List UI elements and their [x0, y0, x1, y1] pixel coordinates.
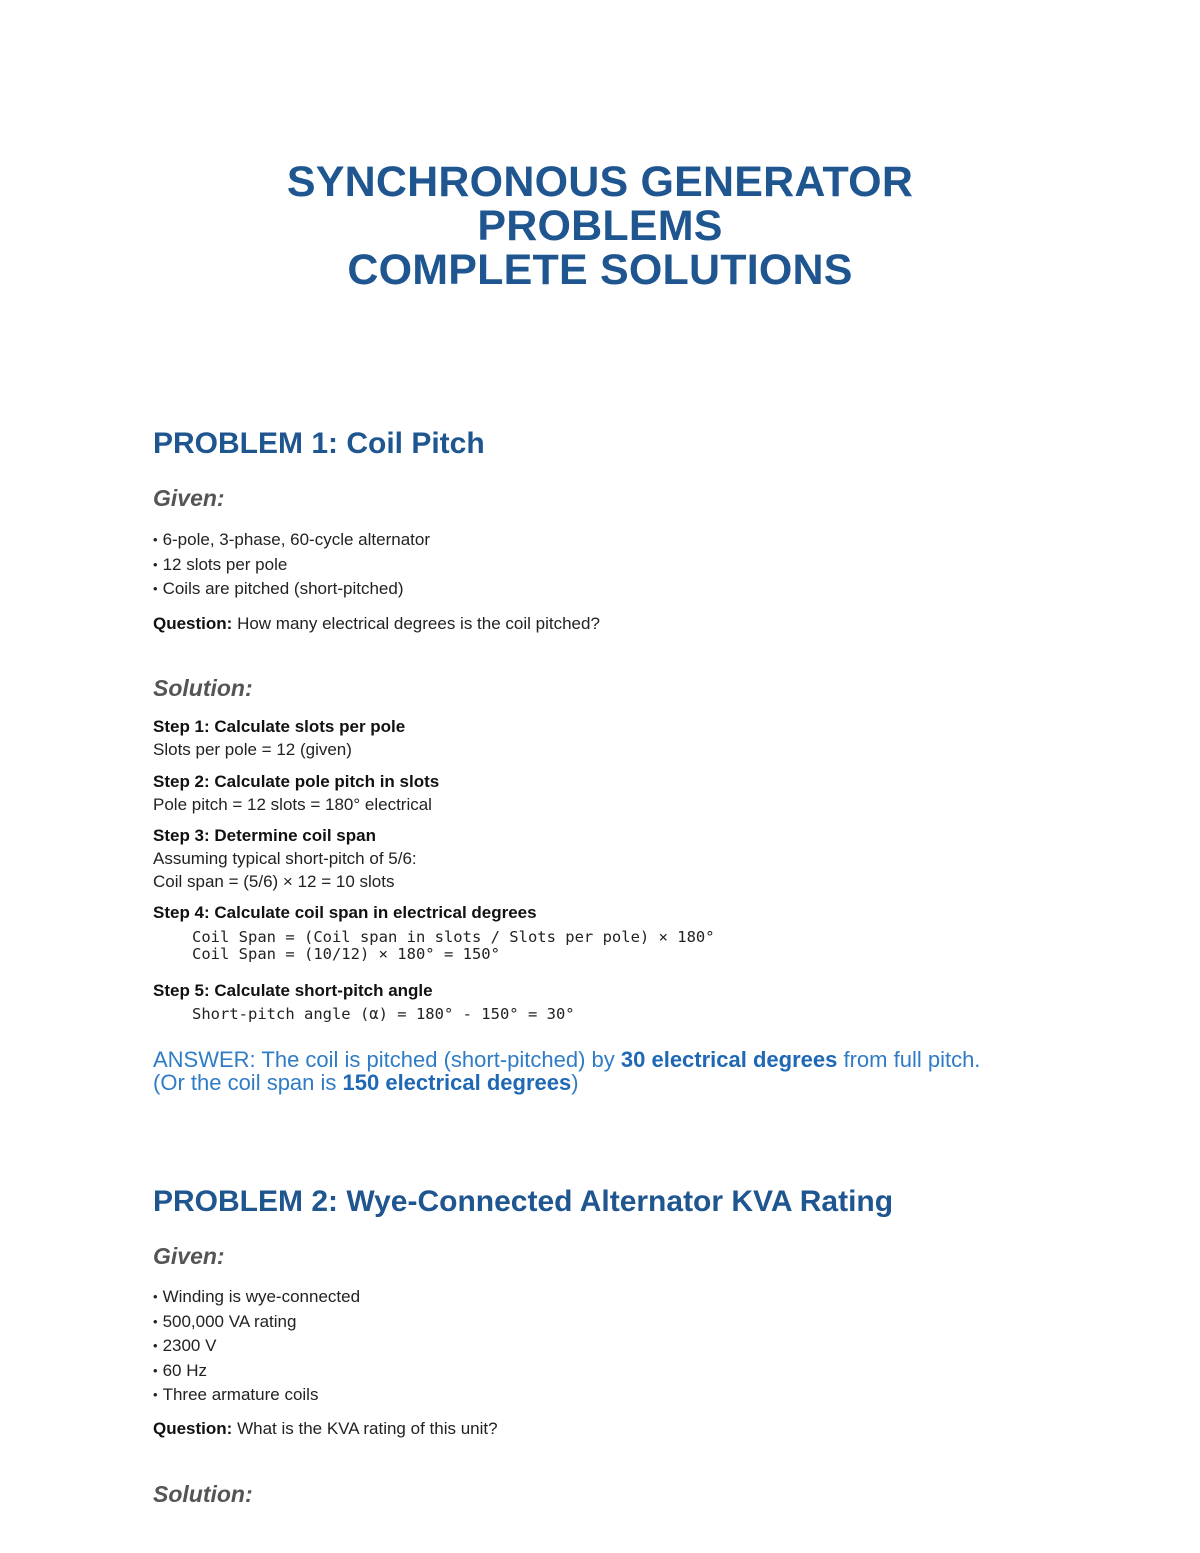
answer-line-2-suffix: ) — [571, 1070, 579, 1095]
document-title — [0, 160, 1200, 292]
step-1-title: Step 1: Calculate slots per pole — [153, 717, 406, 736]
given-item: • Three armature coils — [153, 1383, 360, 1408]
given-item: • 12 slots per pole — [153, 553, 430, 578]
step-4-formula-2: Coil Span = (10/12) × 180° = 150° — [192, 945, 500, 963]
title-line-1: SYNCHRONOUS GENERATOR — [286, 158, 914, 206]
given-item: • Winding is wye-connected — [153, 1285, 360, 1310]
question-text: What is the KVA rating of this unit? — [232, 1419, 498, 1438]
step-5-formula: Short-pitch angle (α) = 180° - 150° = 30° — [192, 1005, 575, 1023]
step-4-title: Step 4: Calculate coil span in electrical degrees — [153, 903, 537, 922]
answer-highlight-1: 30 electrical degrees — [620, 1047, 838, 1072]
given-item: • 60 Hz — [153, 1359, 360, 1384]
problem-1-heading: PROBLEM 1: Coil Pitch — [153, 427, 485, 460]
answer-line-2 — [153, 1071, 980, 1094]
problem-2-given-list — [153, 1285, 360, 1408]
step-3-text-1: Assuming typical short-pitch of 5/6: — [153, 849, 417, 868]
problem-1-answer — [153, 1048, 980, 1094]
problem-1-given-label: Given: — [153, 485, 225, 511]
problem-2-solution-label: Solution: — [153, 1481, 253, 1507]
step-5-title: Step 5: Calculate short-pitch angle — [153, 981, 433, 1000]
step-3-text-2: Coil span = (5/6) × 12 = 10 slots — [153, 872, 395, 891]
step-2-title: Step 2: Calculate pole pitch in slots — [153, 772, 440, 791]
step-1-text: Slots per pole = 12 (given) — [153, 740, 352, 759]
answer-prefix: ANSWER: The coil is pitched (short-pitched) by — [153, 1047, 621, 1072]
given-item: • 2300 V — [153, 1334, 360, 1359]
answer-line-2-prefix: (Or the coil span is — [153, 1070, 343, 1095]
step-3-title: Step 3: Determine coil span — [153, 826, 376, 845]
problem-2-given-label: Given: — [153, 1243, 225, 1269]
answer-highlight-2: 150 electrical degrees — [342, 1070, 572, 1095]
step-4-formula-1: Coil Span = (Coil span in slots / Slots per pole) × 180° — [192, 928, 715, 946]
answer-suffix: from full pitch. — [837, 1047, 981, 1072]
problem-2-heading: PROBLEM 2: Wye-Connected Alternator KVA Rating — [153, 1185, 894, 1218]
given-item: • Coils are pitched (short-pitched) — [153, 577, 430, 602]
title-line-3: COMPLETE SOLUTIONS — [347, 246, 853, 294]
question-text: How many electrical degrees is the coil pitched? — [232, 614, 600, 633]
given-item: • 500,000 VA rating — [153, 1310, 360, 1335]
problem-1-given-list — [153, 528, 430, 602]
problem-2-question — [153, 1418, 498, 1440]
question-label: Question: — [153, 614, 233, 633]
given-item: • 6-pole, 3-phase, 60-cycle alternator — [153, 528, 430, 553]
answer-line-1 — [153, 1048, 980, 1071]
title-line-2: PROBLEMS — [477, 202, 723, 250]
problem-1-solution-label: Solution: — [153, 675, 253, 701]
step-2-text: Pole pitch = 12 slots = 180° electrical — [153, 795, 432, 814]
problem-1-question — [153, 613, 600, 635]
question-label: Question: — [153, 1419, 233, 1438]
